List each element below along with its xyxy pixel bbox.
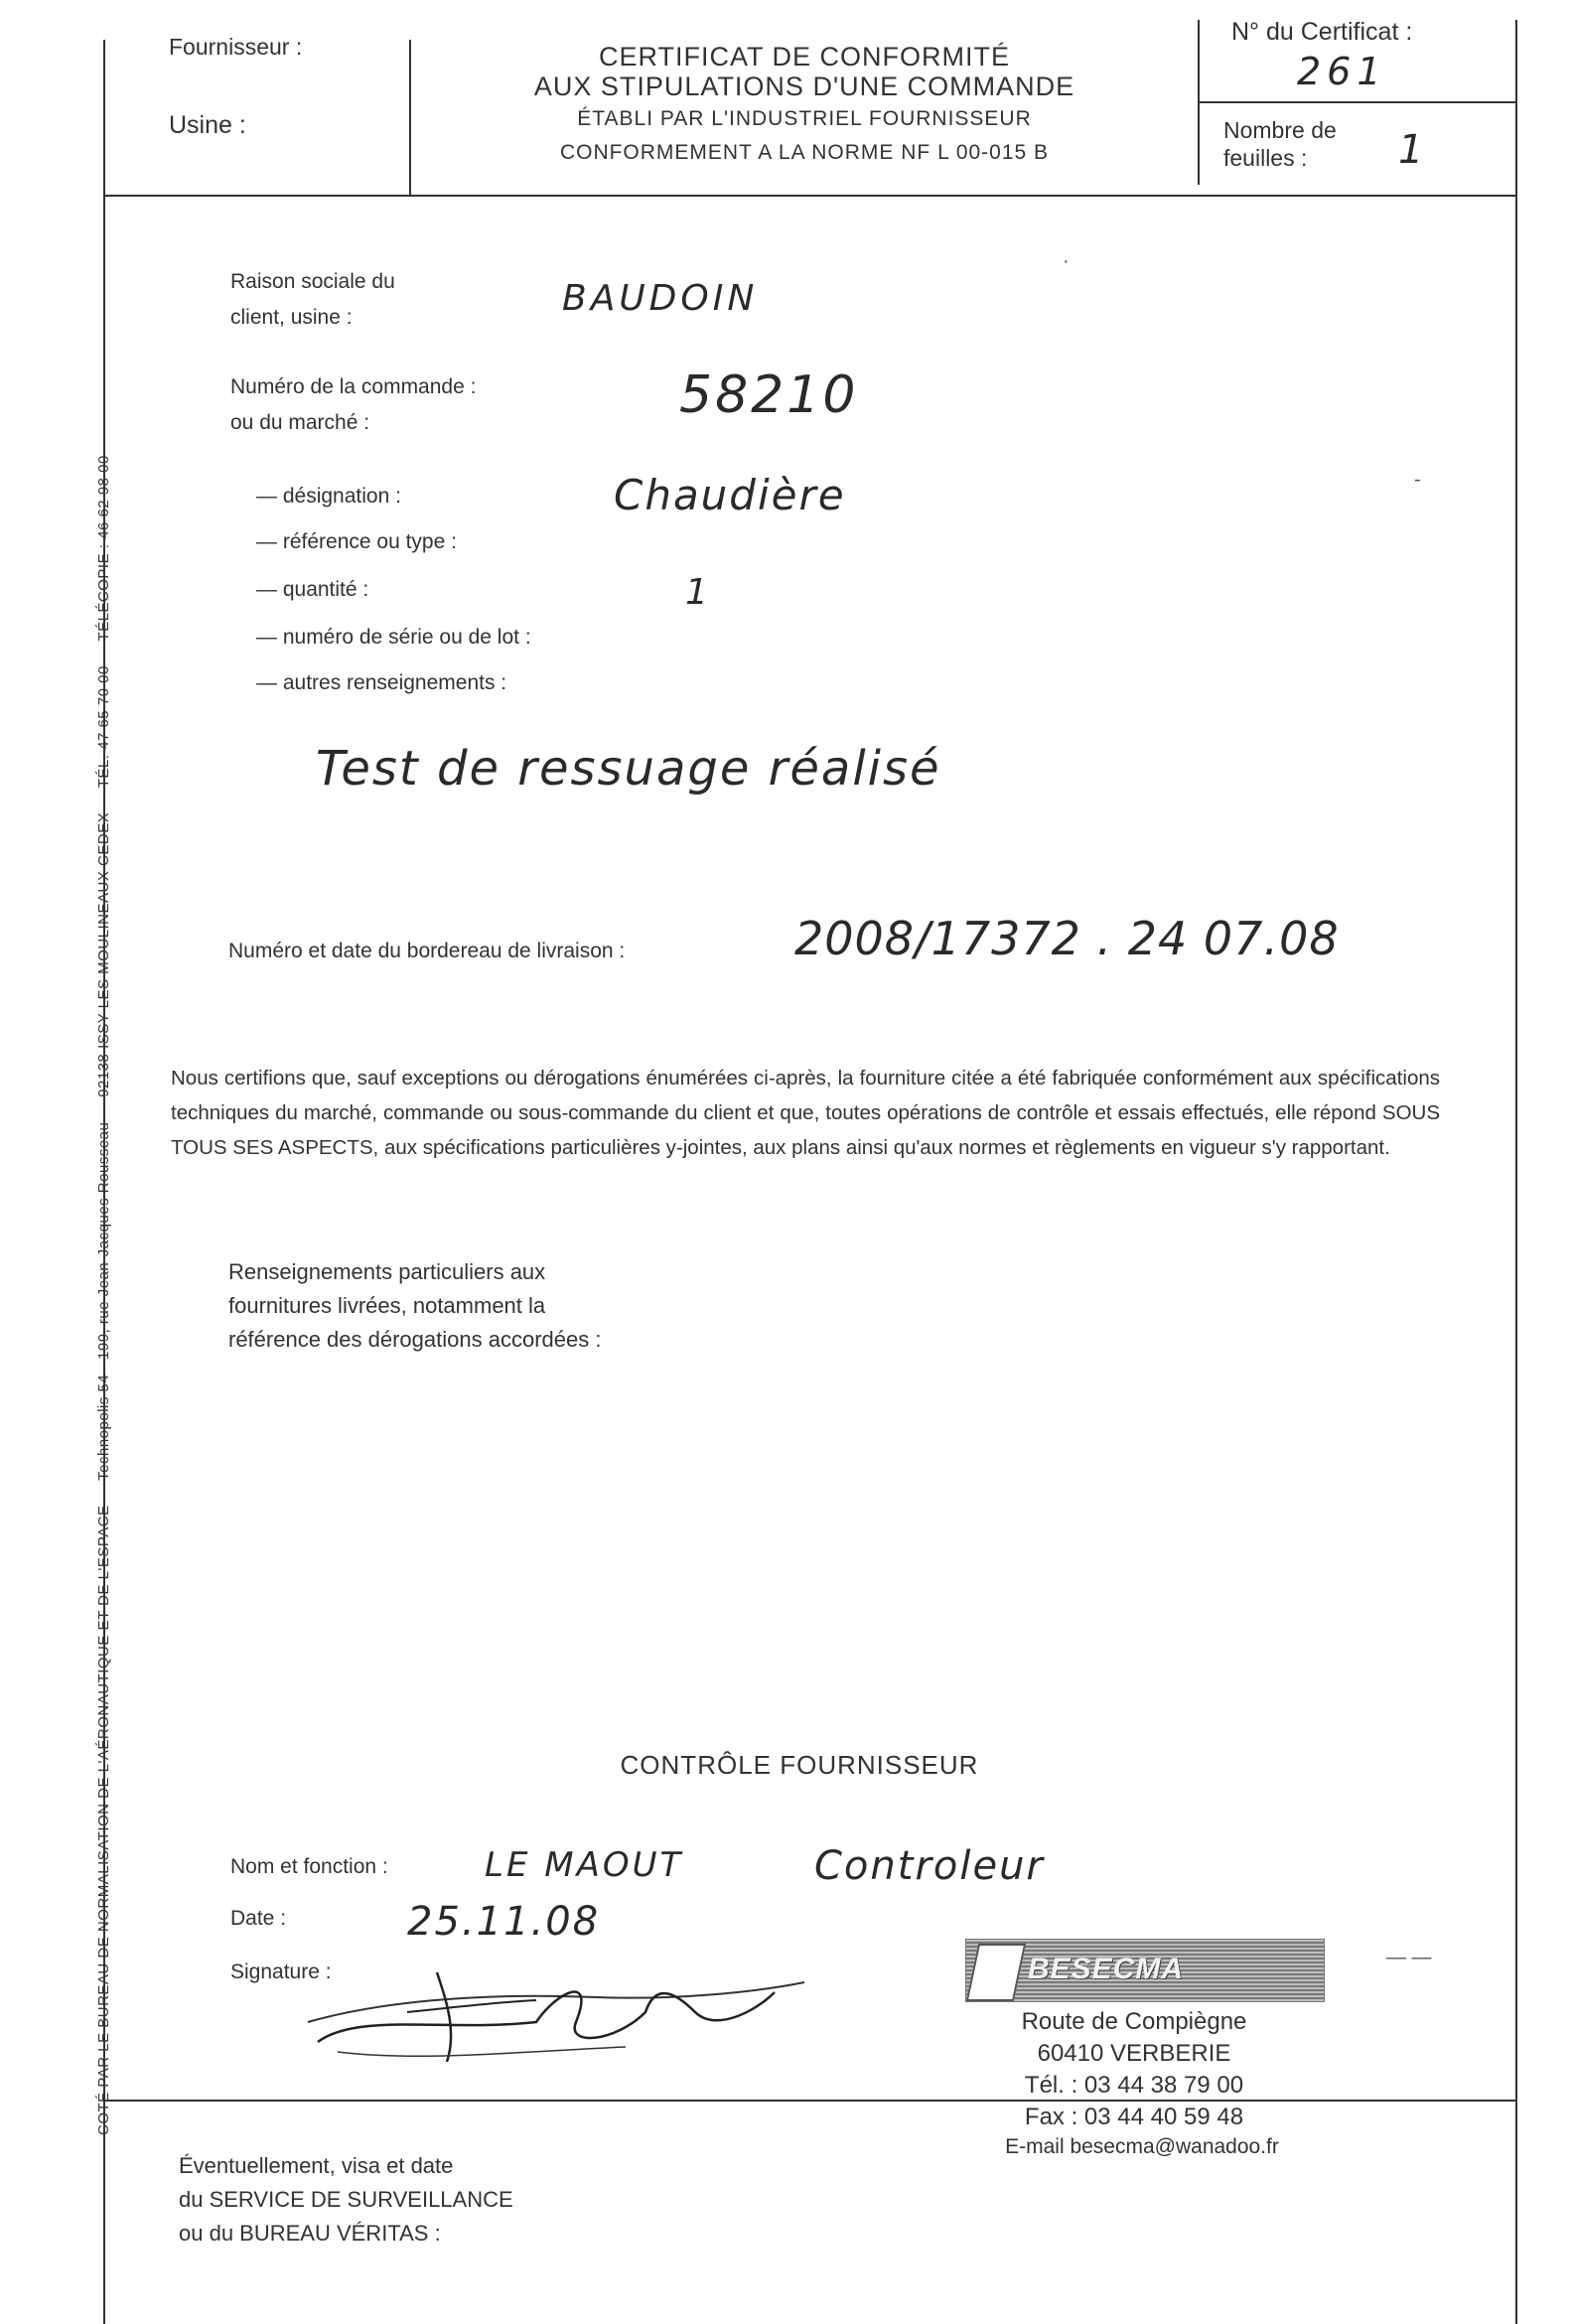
header-bottom-rule [103,195,1517,197]
particulars-line-2: fournitures livrées, notamment la [228,1293,546,1318]
date-value: 25.11.08 [407,1899,601,1945]
footer-line-1: Éventuellement, visa et date [179,2153,454,2178]
stamp-address-1: Route de Compiègne [1021,2008,1247,2035]
control-title: CONTRÔLE FOURNISSEUR [620,1750,979,1780]
order-value: 58210 [679,365,859,425]
footer-line-3: ou du BUREAU VÉRITAS : [179,2221,441,2246]
stamp-email: E-mail besecma@wanadoo.fr [1005,2135,1279,2158]
scan-mark: · [1063,250,1070,272]
frame-right-border [1515,20,1517,2324]
client-label-2: client, usine : [230,306,353,329]
cert-no-value: 261 [1297,50,1387,93]
header-divider-left [409,40,411,197]
certification-statement: Nous certifions que, sauf exceptions ou dérogations énumérées ci-après, la fourniture citée a été fabriquée conformément aux spécifications techniques du marché, commande ou sous-commande du client et que, toutes opérations de contrôle et essais effectués, elle répond SOUS TOUS SES ASPECTS, aux spécifications particulières y-jointes, aux plans ainsi qu'aux normes et règlements en vigueur s'y rapportant. [171,1067,1440,1159]
stamp-brand: BESECMA [1028,1953,1185,1985]
footer-line-2: du SERVICE DE SURVEILLANCE [179,2187,513,2212]
name-value: LE MAOUT [485,1845,684,1885]
cert-no-label: N° du Certificat : [1231,18,1413,46]
other-label: — autres renseignements : [256,671,507,694]
stamp-address-2: 60410 VERBERIE [1037,2040,1231,2067]
designation-value: Chaudière [614,471,846,519]
footer-rule [103,2100,1517,2102]
sheets-label-2: feuilles : [1223,145,1308,171]
title-line-4: CONFORMEMENT A LA NORME NF L 00-015 B [559,141,1050,164]
client-label-1: Raison sociale du [230,270,395,293]
order-label-1: Numéro de la commande : [230,375,477,398]
stamp-fax: Fax : 03 44 40 59 48 [1024,2104,1244,2130]
designation-label: — désignation : [256,485,401,508]
particulars-line-3: référence des dérogations accordées : [228,1327,602,1352]
client-value: BAUDOIN [562,278,759,319]
serial-label: — numéro de série ou de lot : [256,626,531,649]
other-value: Test de ressuage réalisé [316,741,941,797]
function-value: Controleur [814,1843,1045,1889]
sheets-value: 1 [1398,127,1424,173]
signature-label: Signature : [230,1961,332,1983]
delivery-label: Numéro et date du bordereau de livraison : [228,940,626,962]
plant-label: Usine : [169,111,246,139]
name-label: Nom et fonction : [230,1855,388,1878]
scan-mark: — — [1386,1947,1432,1968]
sheets-label-1: Nombre de [1223,117,1337,143]
stamp-phone: Tél. : 03 44 38 79 00 [1024,2072,1244,2099]
supplier-label: Fournisseur : [169,34,303,60]
reference-label: — référence ou type : [256,530,457,553]
title-line-1: CERTIFICAT DE CONFORMITÉ [598,42,1010,72]
cert-no-box-rule [1198,101,1517,103]
stamp-mark-icon [966,1944,1026,2001]
company-stamp-logo [965,1939,1325,2002]
order-label-2: ou du marché : [230,411,370,434]
signature-scribble [298,1953,814,2072]
scan-mark: - [1414,469,1421,491]
particulars-line-1: Renseignements particuliers aux [228,1259,546,1284]
quantity-value: 1 [685,572,708,613]
title-line-2: AUX STIPULATIONS D'UNE COMMANDE [533,72,1075,101]
date-label: Date : [230,1907,287,1930]
quantity-label: — quantité : [256,578,369,601]
title-line-3: ÉTABLI PAR L'INDUSTRIEL FOURNISSEUR [577,107,1032,130]
delivery-value: 2008/17372 . 24 07.08 [794,912,1340,965]
side-publisher-text: COTÉ PAR LE BUREAU DE NORMALISATION DE L'AÉRONAUTIQUE ET DE L'ESPACE — Technopolis 54 - 199, rue Jean-Jacques Rousseau — 92138 ISSY LES MOULINEAUX CEDEX — TÉL. 47 65 70 00 — TÉLÉCOPIE : 46 62 98 00 [95,455,112,2135]
